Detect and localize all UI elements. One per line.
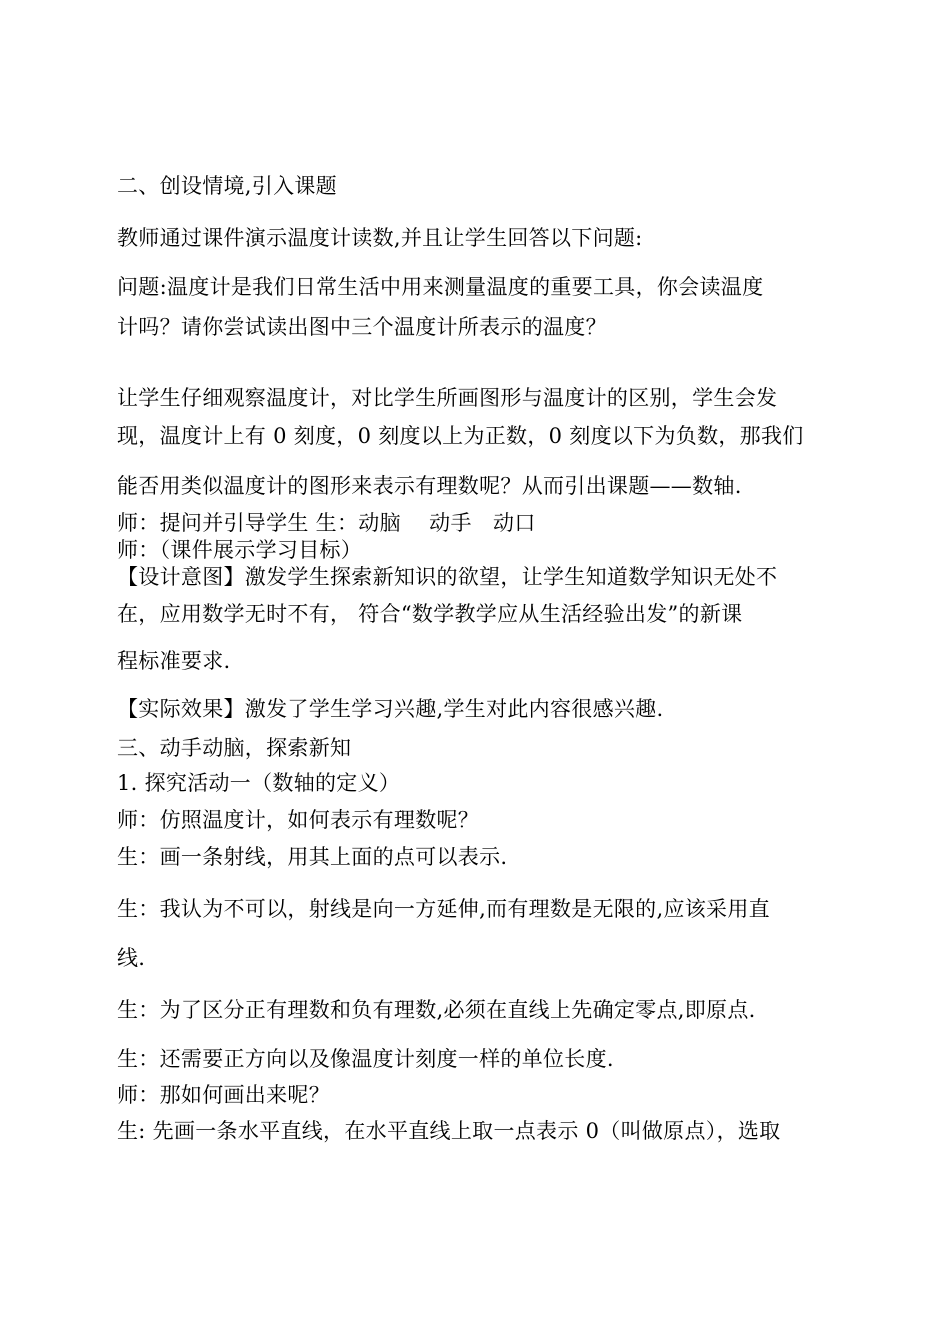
dialogue-line: 生：为了区分正有理数和负有理数,必须在直线上先确定零点,即原点. bbox=[117, 998, 756, 1022]
dialogue-line: 生：画一条射线，用其上面的点可以表示. bbox=[117, 845, 508, 869]
paragraph-line: 能否用类似温度计的图形来表示有理数呢？从而引出课题——数轴. bbox=[117, 474, 742, 498]
actual-effect-line: 【实际效果】激发了学生学习兴趣,学生对此内容很感兴趣. bbox=[117, 697, 664, 721]
dialogue-line: 师：（课件展示学习目标） bbox=[117, 538, 363, 562]
dialogue-line: 线. bbox=[117, 946, 146, 970]
paragraph-line: 问题:温度计是我们日常生活中用来测量温度的重要工具，你会读温度 bbox=[117, 275, 764, 299]
paragraph-line: 教师通过课件演示温度计读数,并且让学生回答以下问题: bbox=[117, 226, 643, 250]
design-intent-line: 【设计意图】激发学生探索新知识的欲望，让学生知道数学知识无处不 bbox=[117, 565, 778, 589]
dialogue-line: 生: 先画一条水平直线，在水平直线上取一点表示 0（叫做原点），选取 bbox=[117, 1119, 781, 1143]
section-heading-3: 三、动手动脑，探索新知 bbox=[117, 736, 352, 760]
paragraph-line: 现，温度计上有 0 刻度，0 刻度以上为正数，0 刻度以下为负数，那我们 bbox=[117, 424, 804, 448]
dialogue-line: 师：仿照温度计，如何表示有理数呢？ bbox=[117, 808, 480, 832]
section-heading-2: 二、创设情境,引入课题 bbox=[117, 174, 337, 198]
paragraph-line: 让学生仔细观察温度计，对比学生所画图形与温度计的区别，学生会发 bbox=[117, 386, 778, 410]
dialogue-line: 生：我认为不可以，射线是向一方延伸,而有理数是无限的,应该采用直 bbox=[117, 897, 770, 921]
design-intent-line: 在，应用数学无时不有， 符合“数学教学应从生活经验出发”的新课 bbox=[117, 602, 743, 626]
dialogue-line: 师：那如何画出来呢？ bbox=[117, 1083, 330, 1107]
design-intent-line: 程标准要求. bbox=[117, 649, 231, 673]
dialogue-line: 生：还需要正方向以及像温度计刻度一样的单位长度. bbox=[117, 1047, 614, 1071]
paragraph-line: 计吗？请你尝试读出图中三个温度计所表示的温度？ bbox=[117, 315, 607, 339]
activity-heading: 1. 探究活动一（数轴的定义） bbox=[117, 771, 401, 795]
dialogue-line: 师：提问并引导学生 生：动脑 动手 动口 bbox=[117, 511, 536, 535]
